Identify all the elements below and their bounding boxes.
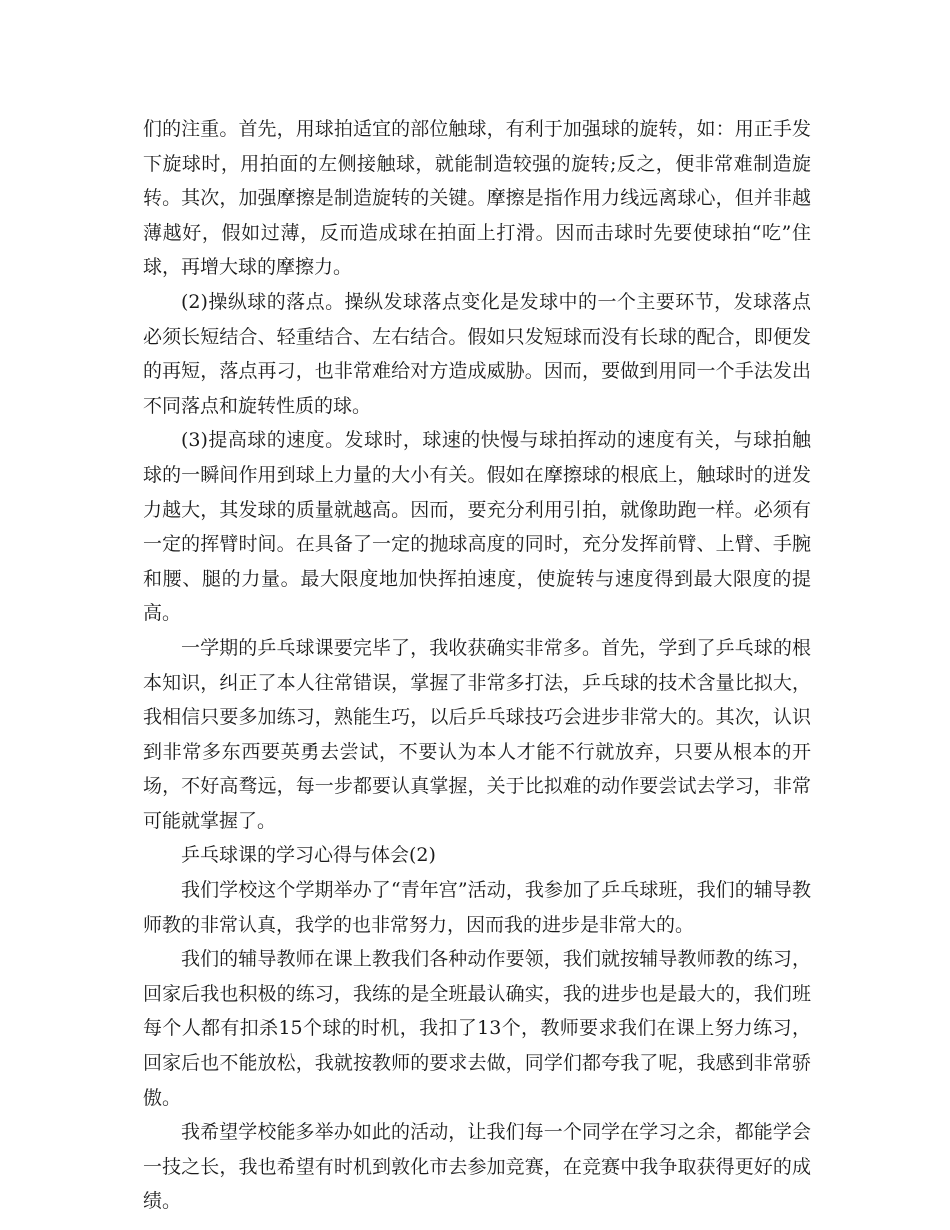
section-heading: 乒乓球课的学习心得与体会(2) — [181, 844, 436, 867]
paragraph-youth-palace: 我们学校这个学期举办了“青年宫”活动，我参加了乒乓球班，我们的辅导教师教的非常认真，我学的也非常努力，因而我的进步是非常大的。 — [143, 879, 811, 936]
document-page — [143, 112, 811, 1219]
paragraph-continuation: 们的注重。首先，用球拍适宜的部位触球，有利于加强球的旋转，如：用正手发下旋球时，用拍面的左侧接触球，就能制造较强的旋转;反之，便非常难制造旋转。其次，加强摩擦是制造旋转的关键。摩擦是指作用力线远离球心，但并非越薄越好，假如过薄，反而造成球在拍面上打滑。因而击球时先要使球拍“吃”住球，再增大球的摩擦力。 — [143, 118, 811, 279]
paragraph-ball-placement: (2)操纵球的落点。操纵发球落点变化是发球中的一个主要环节，发球落点必须长短结合、轻重结合、左右结合。假如只发短球而没有长球的配合，即便发的再短，落点再刁，也非常难给对方造成威胁。因而，要做到用同一个手法发出不同落点和旋转性质的球。 — [143, 290, 811, 417]
paragraph-practice: 我们的辅导教师在课上教我们各种动作要领，我们就按辅导教师教的练习，回家后我也积极的练习，我练的是全班最认确实，我的进步也是最大的，我们班每个人都有扣杀15个球的时机，我扣了13个，教师要求我们在课上努力练习，回家后也不能放松，我就按教师的要求去做，同学们都夸我了呢，我感到非常骄傲。 — [143, 948, 811, 1109]
paragraph-hope: 我希望学校能多举办如此的活动，让我们每一个同学在学习之余，都能学会一技之长，我也希望有时机到敦化市去参加竞赛，在竞赛中我争取获得更好的成绩。 — [143, 1121, 811, 1213]
paragraph-ball-speed: (3)提高球的速度。发球时，球速的快慢与球拍挥动的速度有关，与球拍触球的一瞬间作用到球上力量的大小有关。假如在摩擦球的根底上，触球时的迸发力越大，其发球的质量就越高。因而，要充分利用引拍，就像助跑一样。必须有一定的挥臂时间。在具备了一定的抛球高度的同时，充分发挥前臂、上臂、手腕和腰、腿的力量。最大限度地加快挥拍速度，使旋转与速度得到最大限度的提高。 — [143, 429, 811, 625]
paragraph-semester-summary: 一学期的乒乓球课要完毕了，我收获确实非常多。首先，学到了乒乓球的根本知识，纠正了本人往常错误，掌握了非常多打法，乒乓球的技术含量比拟大，我相信只要多加练习，熟能生巧，以后乒乓球技巧会进步非常大的。其次，认识到非常多东西要英勇去尝试，不要认为本人才能不行就放弃，只要从根本的开场，不好高骛远，每一步都要认真掌握，关于比拟难的动作要尝试去学习，非常可能就掌握了。 — [143, 636, 811, 832]
